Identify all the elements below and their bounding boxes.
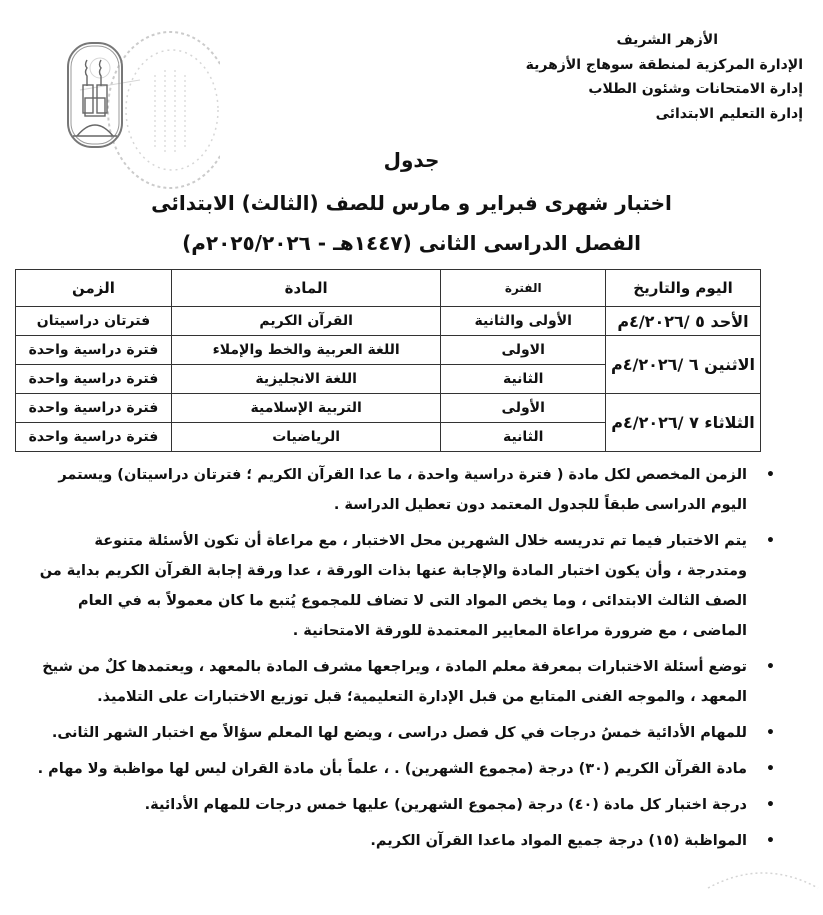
bullet-icon: • xyxy=(766,725,775,741)
header-period: الفترة xyxy=(441,270,606,307)
period-cell: الثانية xyxy=(441,365,606,394)
note-text: درجة اختبار كل مادة (٤٠) درجة (مجموع الشهرين) عليها خمس درجات للمهام الأدائية. xyxy=(144,797,747,813)
page-top xyxy=(0,0,823,140)
header-subject: المادة xyxy=(171,270,441,307)
note-item xyxy=(30,526,783,646)
faded-stamp-bottom xyxy=(703,860,823,890)
note-item xyxy=(30,652,783,712)
note-text: توضع أسئلة الاختبارات بمعرفة معلم المادة ، ويراجعها مشرف المادة بالمعهد ، ويعتمدها كلٌ من شيخ المعهد ، والموجه الفنى المتابع من قبل الإدارة التعليمية؛ قبل توزيع الاختبارات على التلاميذ. xyxy=(42,659,747,705)
day-date-cell: الأحد ٥ /٤/٢٠٢٦م xyxy=(606,307,761,336)
time-cell: فترة دراسية واحدة xyxy=(16,365,172,394)
note-item xyxy=(30,826,783,856)
bullet-icon: • xyxy=(766,467,775,483)
time-cell: فترة دراسية واحدة xyxy=(16,423,172,452)
note-text: المواظبة (١٥) درجة جميع المواد ماعدا القرآن الكريم. xyxy=(370,833,747,849)
notes-list xyxy=(30,460,783,856)
bullet-icon: • xyxy=(766,761,775,777)
term-title: الفصل الدراسى الثانى (١٤٤٧هـ - ٢٠٢٥/٢٠٢٦م) xyxy=(182,231,641,255)
period-cell: الأولى xyxy=(441,394,606,423)
bullet-icon: • xyxy=(766,659,775,675)
header-day-date: اليوم والتاريخ xyxy=(606,270,761,307)
document-subtitle: اختبار شهرى فبراير و مارس للصف (الثالث) الابتدائى xyxy=(151,191,672,215)
letterhead-line-central-admin: الإدارة المركزية لمنطقة سوهاج الأزهرية xyxy=(525,56,803,73)
period-cell: الاولى xyxy=(441,336,606,365)
subject-cell: التربية الإسلامية xyxy=(171,394,441,423)
note-text: مادة القرآن الكريم (٣٠) درجة (مجموع الشهرين) . ، علماً بأن مادة القران ليس لها مواظبة ولا مهام . xyxy=(37,761,747,777)
note-item xyxy=(30,790,783,820)
document-title: جدول xyxy=(383,148,440,172)
note-item xyxy=(30,718,783,748)
table-row xyxy=(16,336,761,365)
period-cell: الثانية xyxy=(441,423,606,452)
exam-schedule-table xyxy=(15,269,761,452)
day-date-cell: الثلاثاء ٧ /٤/٢٠٢٦م xyxy=(606,394,761,452)
note-item xyxy=(30,460,783,520)
bullet-icon: • xyxy=(766,533,775,549)
header-time: الزمن xyxy=(16,270,172,307)
note-text: للمهام الأدائية خمسُ درجات في كل فصل دراسى ، ويضع لها المعلم سؤالاً مع اختبار الشهر الثانى. xyxy=(51,725,747,741)
azhar-logo-icon xyxy=(65,40,125,150)
subject-cell: الرياضيات xyxy=(171,423,441,452)
period-cell: الأولى والثانية xyxy=(441,307,606,336)
title-block xyxy=(0,143,823,261)
table-header-row xyxy=(16,270,761,307)
letterhead-line-primary-admin: إدارة التعليم الابتدائى xyxy=(655,105,803,122)
letterhead xyxy=(493,28,823,126)
time-cell: فترتان دراسيتان xyxy=(16,307,172,336)
table-row xyxy=(16,307,761,336)
table-row xyxy=(16,394,761,423)
subject-cell: القرآن الكريم xyxy=(171,307,441,336)
bullet-icon: • xyxy=(766,797,775,813)
subject-cell: اللغة الانجليزية xyxy=(171,365,441,394)
letterhead-line-exams-admin: إدارة الامتحانات وشئون الطلاب xyxy=(588,81,803,97)
note-item xyxy=(30,754,783,784)
bullet-icon: • xyxy=(766,833,775,849)
subject-cell: اللغة العربية والخط والإملاء xyxy=(171,336,441,365)
note-text: يتم الاختبار فيما تم تدريسه خلال الشهرين محل الاختبار ، مع مراعاة أن تكون الأسئلة متنوعة ومتدرجة ، وأن يكون اختبار المادة والإجابة عنها بذات الورقة ، عدا ورقة إجابة القرآن الكريم بداية من الصف الثالث الابتدائى ، وما يخص المواد التى لا تضاف للمجموع يُتبع ما كان معمولاً به في العام الماضى ، مع ضرورة مراعاة المعايير المعتمدة للورقة الامتحانية . xyxy=(39,533,747,639)
letterhead-line-azhar: الأزهر الشريف xyxy=(616,32,718,48)
day-date-cell: الاثنين ٦ /٤/٢٠٢٦م xyxy=(606,336,761,394)
time-cell: فترة دراسية واحدة xyxy=(16,336,172,365)
note-text: الزمن المخصص لكل مادة ( فترة دراسية واحدة ، ما عدا القرآن الكريم ؛ فترتان دراسيتان) ويستمر اليوم الدراسى طبقاً للجدول المعتمد دون تعطيل الدراسة . xyxy=(58,467,747,513)
time-cell: فترة دراسية واحدة xyxy=(16,394,172,423)
